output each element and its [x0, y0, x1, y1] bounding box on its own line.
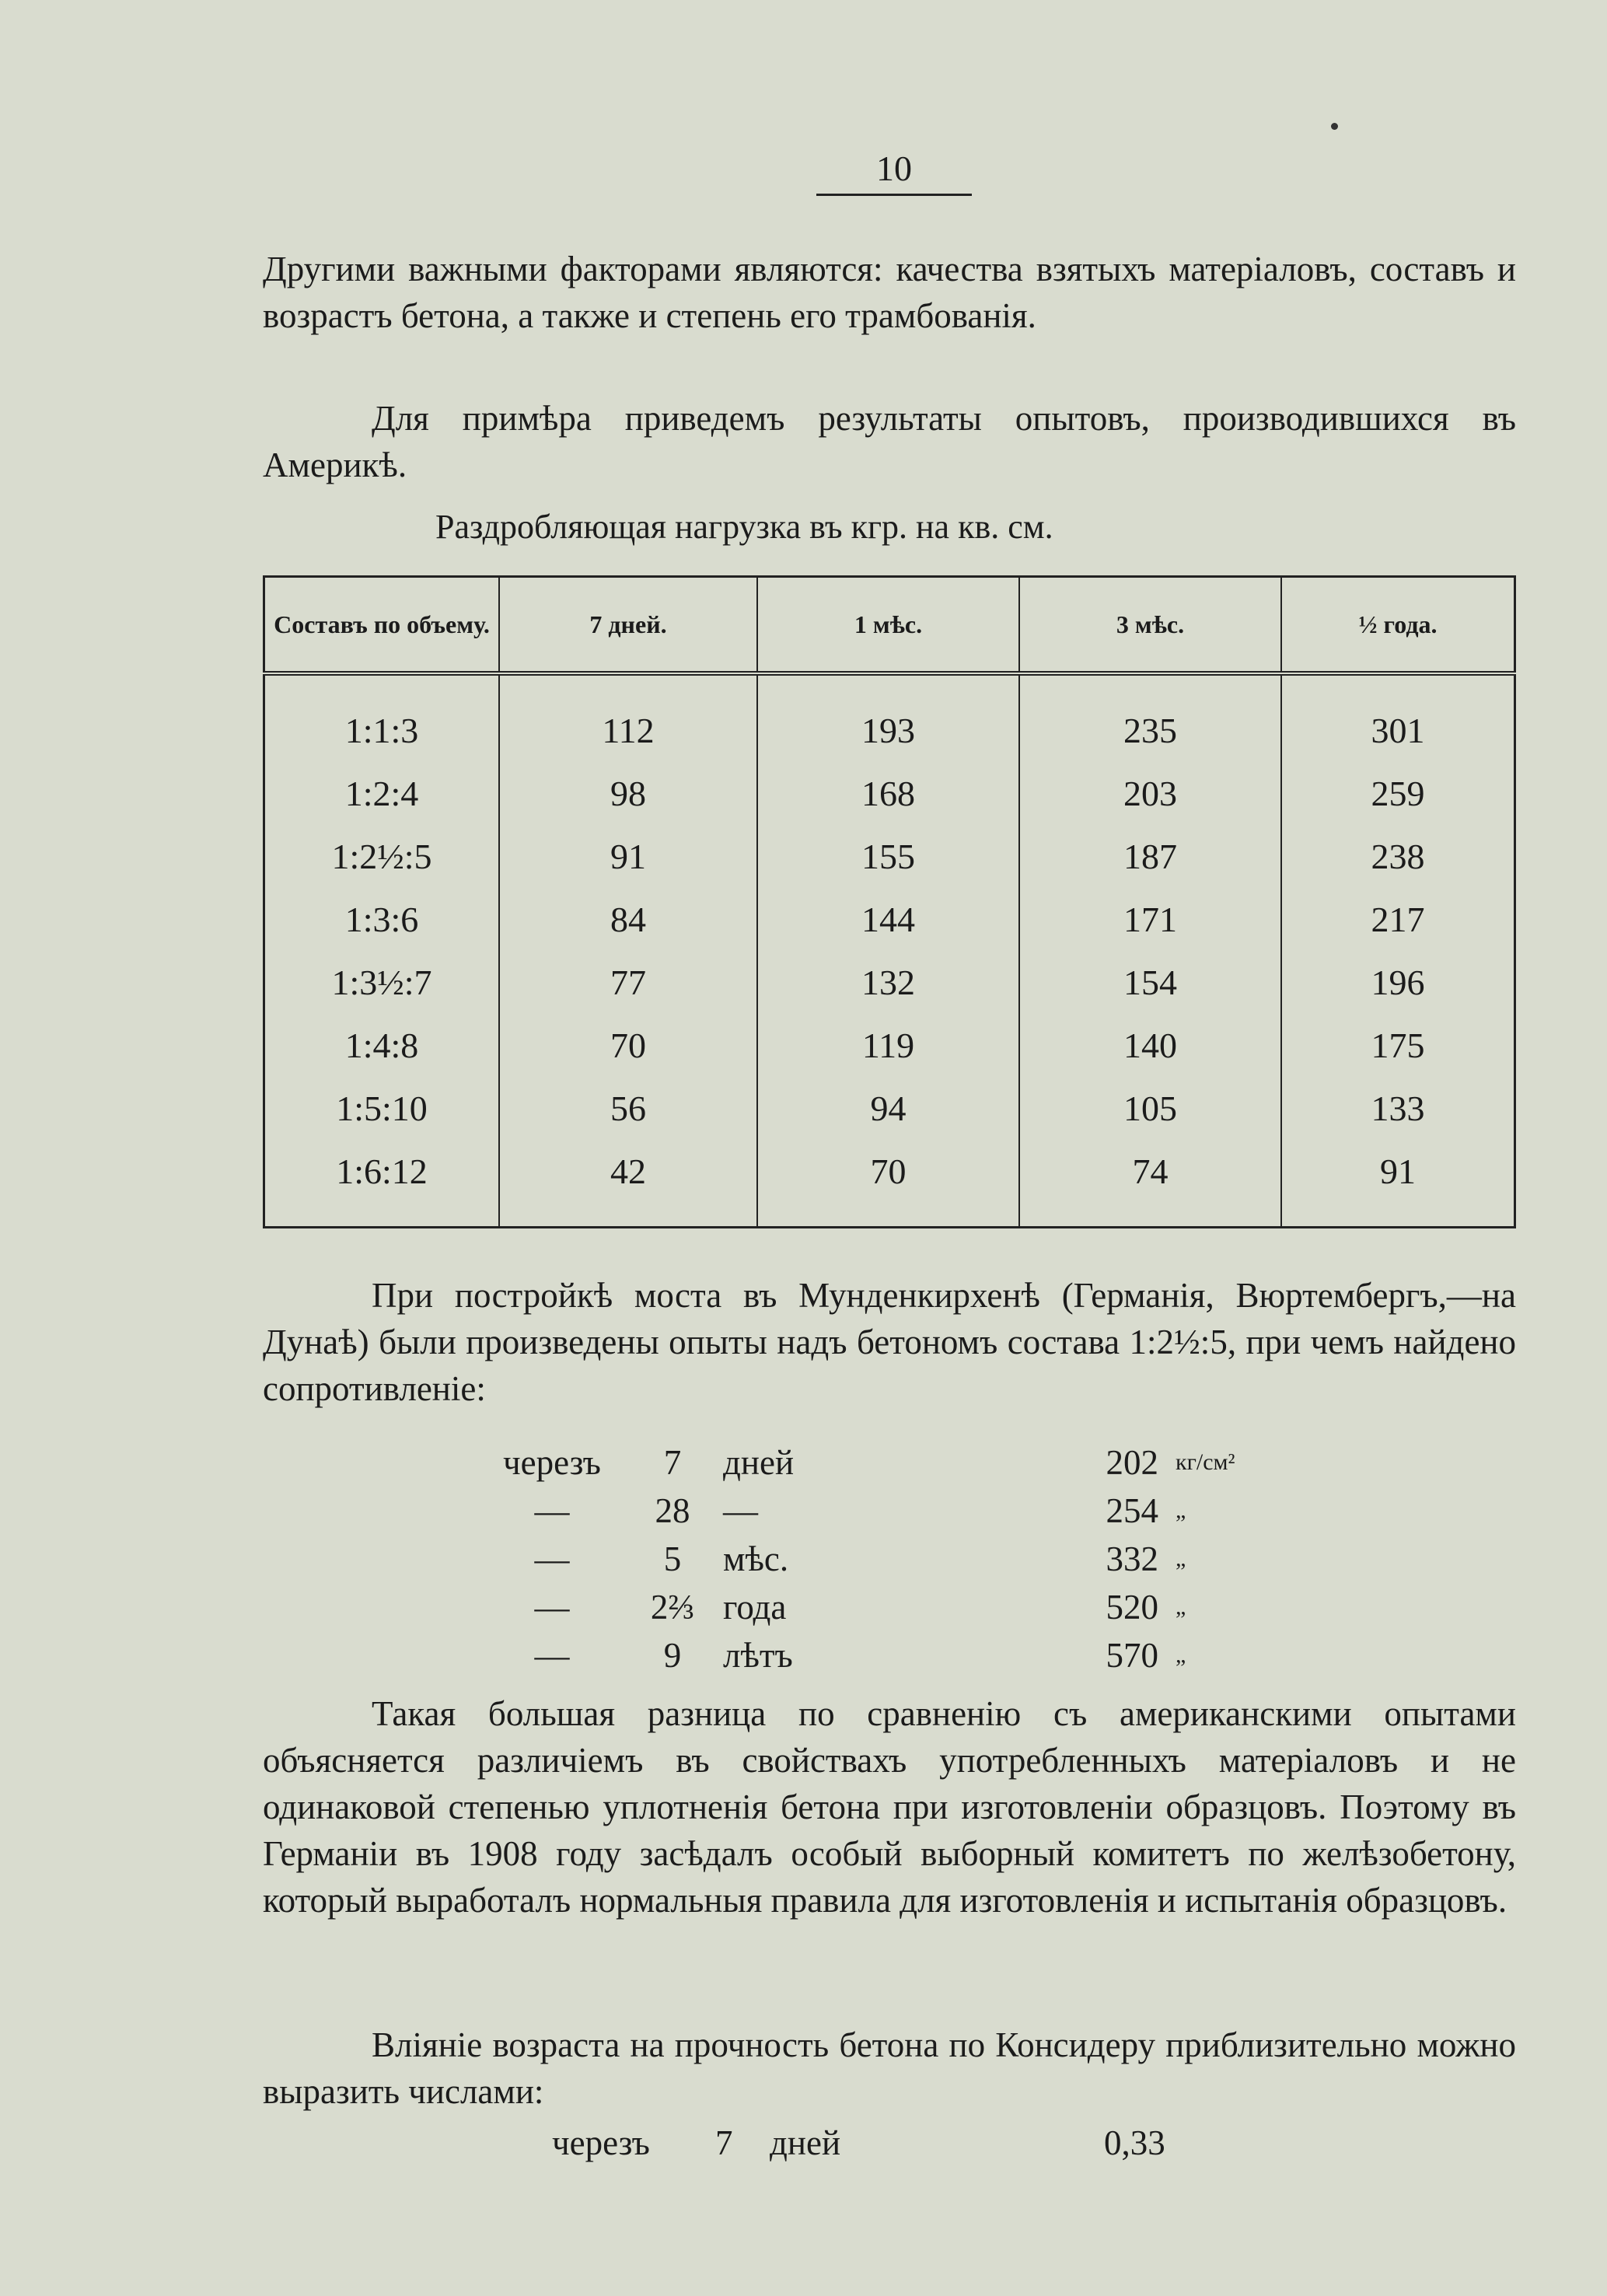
header-1-month: 1 мѣс. [757, 577, 1019, 674]
table-cell-value: 94 [757, 1077, 1019, 1140]
header-3-months: 3 мѣс. [1019, 577, 1281, 674]
header-7-days: 7 дней. [499, 577, 757, 674]
list-item-prefix: — [534, 1588, 570, 1627]
table-row [264, 1077, 1515, 1140]
table-cell-value: 217 [1371, 900, 1425, 939]
table-cell-composition: 1:3½:7 [264, 951, 500, 1014]
table-cell-composition: 1:6:12 [264, 1140, 500, 1228]
table-cell-value: 238 [1371, 837, 1425, 876]
table-cell-value: 140 [1019, 1014, 1281, 1077]
table-cell-value: 98 [499, 762, 757, 825]
table-cell-value: 119 [757, 1014, 1019, 1077]
table-cell-value: 70 [757, 1140, 1019, 1228]
list-item-unit: лѣтъ [723, 1636, 793, 1675]
list-item [466, 1438, 1269, 1487]
paragraph-difference: Такая большая разница по сравненію съ американскими опытами объясняется различіемъ въ свойствахъ употребленныхъ матеріаловъ и не одинаковой степенью уплотненія бетона при изготовленіи образцовъ. Поэтому въ Германіи въ 1908 году засѣдалъ особый выборный комитетъ по желѣзобетону, который выработалъ нормальныя правила для изготовленія и испытанія образцовъ. [263, 1694, 1516, 1920]
age-factor-prefix: черезъ [552, 2123, 650, 2162]
table-cell-value: 301 [1371, 711, 1425, 750]
table-cell-value: 171 [1019, 888, 1281, 951]
list-item-prefix: — [534, 1636, 570, 1675]
header-half-year: ½ года. [1281, 577, 1515, 674]
table-cell-value: 203 [1019, 762, 1281, 825]
table-cell-value: 70 [499, 1014, 757, 1077]
table-cell-value: 91 [499, 825, 757, 888]
table-cell-value: 91 [1380, 1151, 1416, 1191]
list-item-num: 5 [663, 1539, 682, 1578]
table-row [264, 825, 1515, 888]
table-cell-value: 112 [499, 673, 757, 762]
table-cell-composition: 1:1:3 [264, 673, 500, 762]
list-item-suffix: „ [1176, 1546, 1186, 1571]
table-row [264, 888, 1515, 951]
list-item [466, 1487, 1269, 1535]
paragraph-bridge: При постройкѣ моста въ Мунденкирхенѣ (Германія, Вюртембергъ,—на Дунаѣ) были произведены опыты надъ бетономъ состава 1:2½:5, при чемъ найдено сопротивленіе: [263, 1276, 1516, 1408]
table-cell-value: 196 [1371, 963, 1425, 1002]
list-item-unit: — [723, 1491, 758, 1530]
header-composition: Составъ по объему. [264, 577, 500, 674]
age-factor-line [552, 2123, 1165, 2163]
page-number: 10 [816, 148, 972, 196]
list-item-prefix: — [534, 1491, 570, 1530]
list-item-prefix: черезъ [503, 1443, 601, 1482]
table-row [264, 1014, 1515, 1077]
list-item-num: 7 [663, 1443, 682, 1482]
table-row [264, 762, 1515, 825]
list-item [466, 1631, 1269, 1679]
list-item-prefix: — [534, 1539, 570, 1578]
table-row [264, 673, 1515, 762]
list-item-suffix: „ [1176, 1594, 1186, 1620]
table-cell-composition: 1:2½:5 [264, 825, 500, 888]
table-row [264, 1140, 1515, 1228]
table-cell-value: 42 [499, 1140, 757, 1228]
table-row [264, 951, 1515, 1014]
table-cell-value: 133 [1371, 1089, 1425, 1128]
list-item-num: 2⅔ [650, 1588, 695, 1627]
paragraph-factors: Другими важными факторами являются: качества взятыхъ матеріаловъ, составъ и возрастъ бетона, а также и степень его трамбованія. [263, 250, 1516, 335]
table-cell-value: 105 [1019, 1077, 1281, 1140]
table-cell-value: 259 [1371, 774, 1425, 813]
strength-table [263, 575, 1516, 1228]
list-item-unit: года [723, 1588, 787, 1627]
list-item [466, 1583, 1269, 1631]
list-item-value: 254 [1106, 1491, 1158, 1530]
age-factor-num: 7 [715, 2123, 733, 2162]
table-cell-composition: 1:3:6 [264, 888, 500, 951]
list-item-suffix: кг/см² [1176, 1449, 1235, 1475]
table-cell-composition: 1:2:4 [264, 762, 500, 825]
table-cell-value: 175 [1371, 1026, 1425, 1065]
list-item-num: 28 [655, 1491, 690, 1530]
resistance-list [466, 1438, 1269, 1679]
table-cell-value: 74 [1019, 1140, 1281, 1228]
ink-spot [1331, 123, 1338, 130]
table-cell-value: 235 [1019, 673, 1281, 762]
list-item-suffix: „ [1176, 1497, 1186, 1523]
table-cell-value: 193 [757, 673, 1019, 762]
list-item-suffix: „ [1176, 1642, 1186, 1668]
age-factor-value: 0,33 [1104, 2123, 1165, 2162]
list-item-value: 202 [1106, 1443, 1158, 1482]
table-header-row [264, 577, 1515, 674]
list-item [466, 1535, 1269, 1583]
list-item-value: 520 [1106, 1588, 1158, 1627]
table-cell-value: 77 [499, 951, 757, 1014]
table-cell-composition: 1:5:10 [264, 1077, 500, 1140]
paragraph-age-influence: Вліяніе возраста на прочность бетона по Консидеру приблизительно можно выразить числами: [263, 2025, 1516, 2111]
table-cell-value: 168 [757, 762, 1019, 825]
table-cell-value: 84 [499, 888, 757, 951]
list-item-unit: мѣс. [723, 1539, 789, 1578]
age-factor-unit: дней [770, 2123, 841, 2162]
list-item-value: 332 [1106, 1539, 1158, 1578]
list-item-unit: дней [723, 1443, 795, 1482]
table-cell-value: 187 [1019, 825, 1281, 888]
table-cell-composition: 1:4:8 [264, 1014, 500, 1077]
table-cell-value: 132 [757, 951, 1019, 1014]
table-caption: Раздробляющая нагрузка въ кгр. на кв. см. [435, 508, 1053, 546]
table-cell-value: 154 [1019, 951, 1281, 1014]
list-item-value: 570 [1106, 1636, 1158, 1675]
table-cell-value: 144 [757, 888, 1019, 951]
table-cell-value: 56 [499, 1077, 757, 1140]
paragraph-example: Для примѣра приведемъ результаты опытовъ, производившихся въ Америкѣ. [263, 399, 1516, 484]
table-cell-value: 155 [757, 825, 1019, 888]
list-item-num: 9 [663, 1636, 682, 1675]
